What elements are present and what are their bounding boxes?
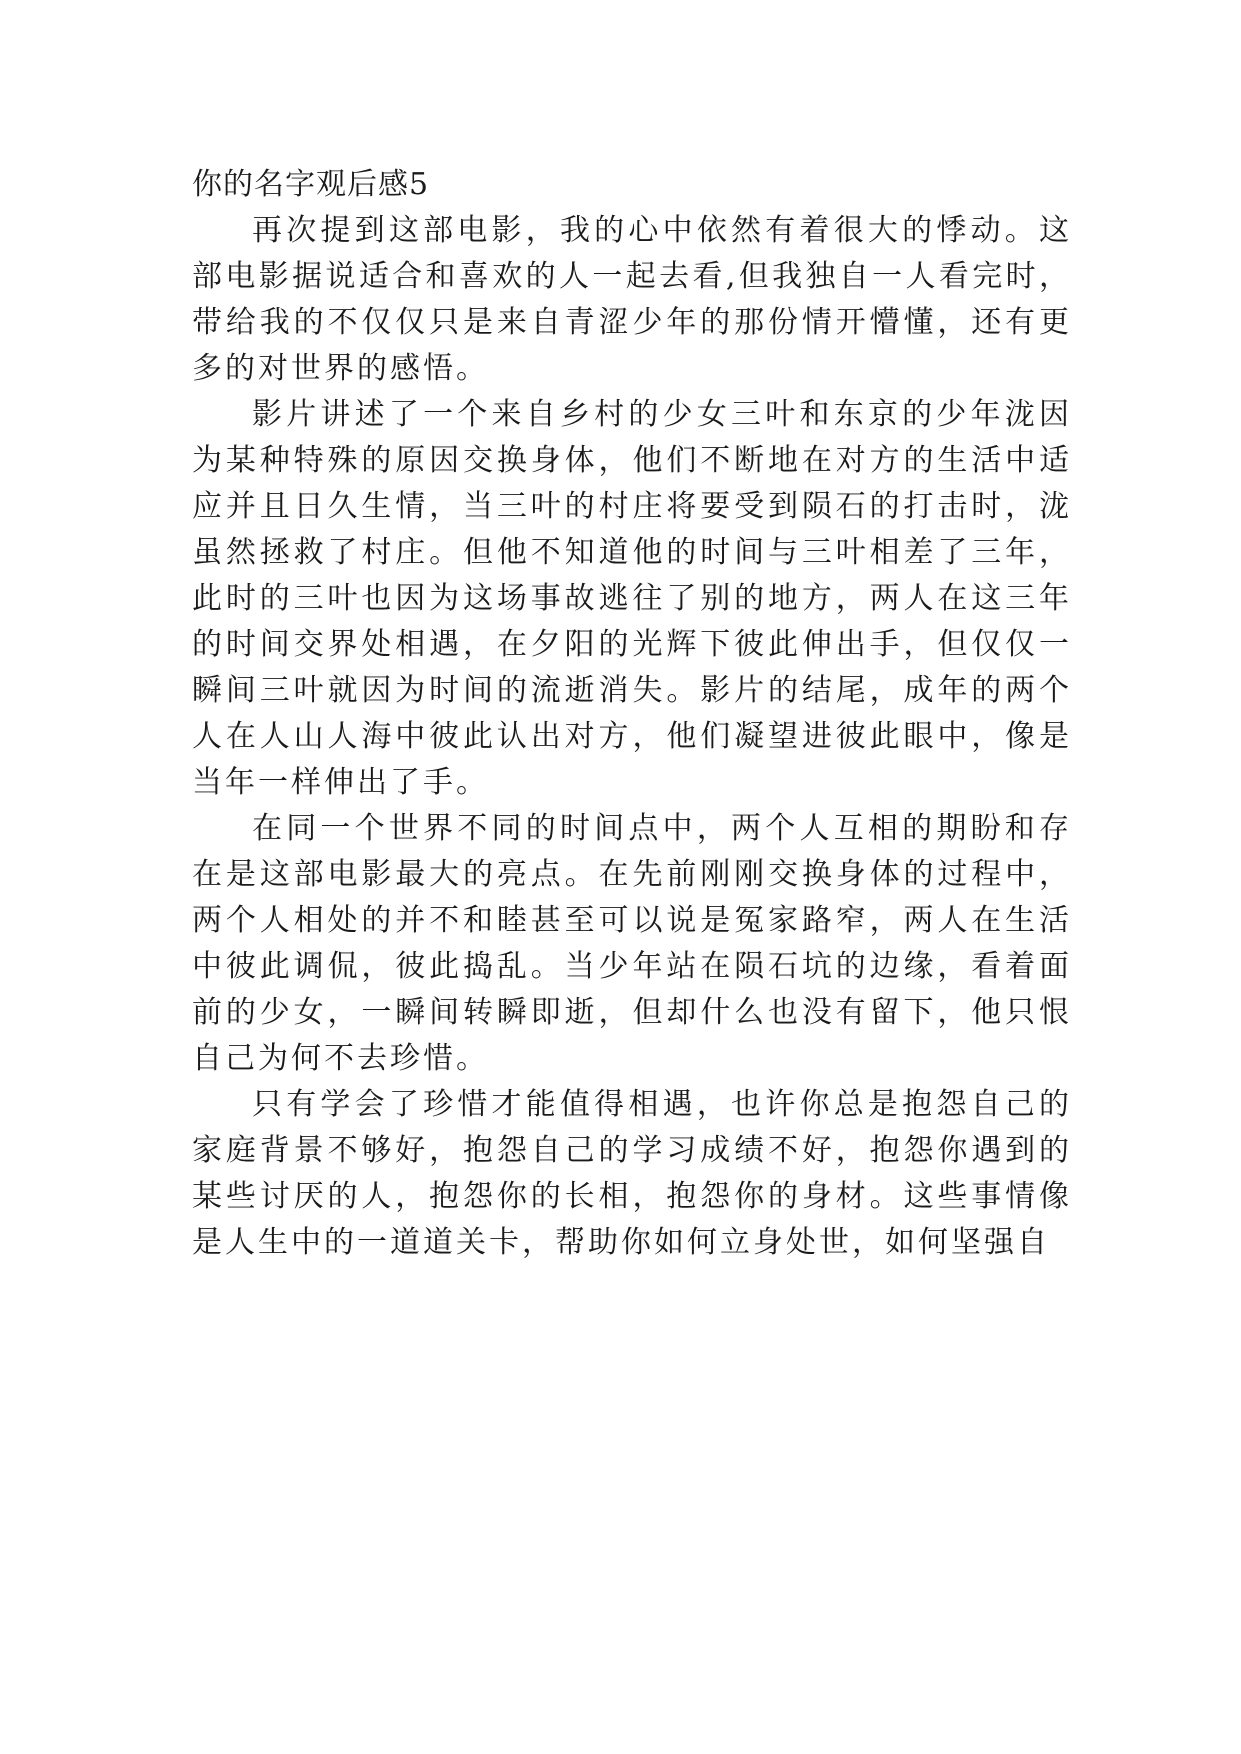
document-title: 你的名字观后感5 — [192, 167, 430, 202]
paragraph-1: 再次提到这部电影，我的心中依然有着很大的悸动。这部电影据说适合和喜欢的人一起去看,但我独自一人看完时，带给我的不仅仅只是来自青涩少年的那份情开懵懂，还有更多的对世界的感悟。 — [192, 213, 1072, 386]
paragraph-2: 影片讲述了一个来自乡村的少女三叶和东京的少年泷因为某种特殊的原因交换身体，他们不断地在对方的生活中适应并且日久生情，当三叶的村庄将要受到陨石的打击时，泷虽然拯救了村庄。但他不知道他的时间与三叶相差了三年，此时的三叶也因为这场事故逃往了别的地方，两人在这三年的时间交界处相遇，在夕阳的光辉下彼此伸出手，但仅仅一瞬间三叶就因为时间的流逝消失。影片的结尾，成年的两个人在人山人海中彼此认出对方，他们凝望进彼此眼中，像是当年一样伸出了手。 — [192, 397, 1072, 800]
document-body — [192, 162, 1072, 1266]
paragraph-3: 在同一个世界不同的时间点中，两个人互相的期盼和存在是这部电影最大的亮点。在先前刚刚交换身体的过程中，两个人相处的并不和睦甚至可以说是冤家路窄，两人在生活中彼此调侃，彼此捣乱。当少年站在陨石坑的边缘，看着面前的少女，一瞬间转瞬即逝，但却什么也没有留下，他只恨自己为何不去珍惜。 — [192, 811, 1072, 1076]
paragraph-4: 只有学会了珍惜才能值得相遇，也许你总是抱怨自己的家庭背景不够好，抱怨自己的学习成绩不好，抱怨你遇到的某些讨厌的人，抱怨你的长相，抱怨你的身材。这些事情像是人生中的一道道关卡，帮助你如何立身处世，如何坚强自 — [192, 1087, 1072, 1260]
